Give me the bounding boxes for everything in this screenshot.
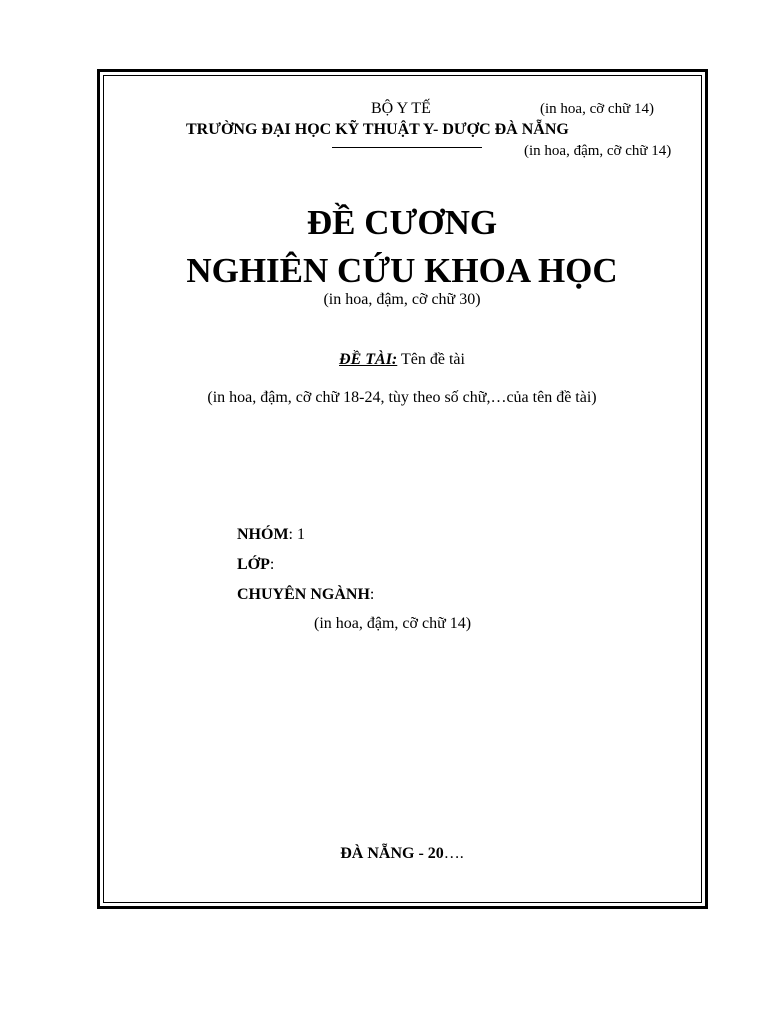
school-format-note: (in hoa, đậm, cỡ chữ 14)	[524, 143, 672, 159]
class-value: :	[269, 556, 275, 573]
topic-label: ĐỀ TÀI:	[339, 351, 398, 368]
document-title-line2: NGHIÊN CỨU KHOA HỌC	[186, 251, 618, 290]
school-name: TRƯỜNG ĐẠI HỌC KỸ THUẬT Y- DƯỢC ĐÀ NẴNG	[186, 121, 569, 138]
topic-format-note: (in hoa, đậm, cỡ chữ 18-24, tùy theo số chữ,…của tên đề tài)	[207, 389, 597, 406]
page-border-inner	[103, 75, 702, 903]
header-divider	[332, 147, 482, 148]
topic-value: Tên đề tài	[397, 351, 465, 368]
topic-line	[0, 351, 768, 369]
place-year: ĐÀ NẴNG - 20	[340, 845, 444, 862]
page-border	[97, 69, 708, 909]
title-format-note: (in hoa, đậm, cỡ chữ 30)	[323, 291, 481, 308]
class-label: LỚP	[237, 556, 270, 573]
class-line	[237, 556, 274, 574]
major-value: :	[369, 586, 375, 603]
major-line	[237, 586, 374, 604]
ministry-name: BỘ Y TẾ	[371, 100, 431, 117]
info-format-note: (in hoa, đậm, cỡ chữ 14)	[314, 615, 472, 632]
footer-place-year	[0, 845, 768, 863]
group-value: : 1	[288, 526, 305, 543]
group-label: NHÓM	[237, 526, 289, 543]
document-title-line1: ĐỀ CƯƠNG	[306, 203, 498, 242]
ministry-format-note: (in hoa, cỡ chữ 14)	[540, 101, 654, 117]
group-line	[237, 526, 305, 544]
year-dots: ….	[443, 845, 464, 862]
major-label: CHUYÊN NGÀNH	[237, 586, 370, 603]
